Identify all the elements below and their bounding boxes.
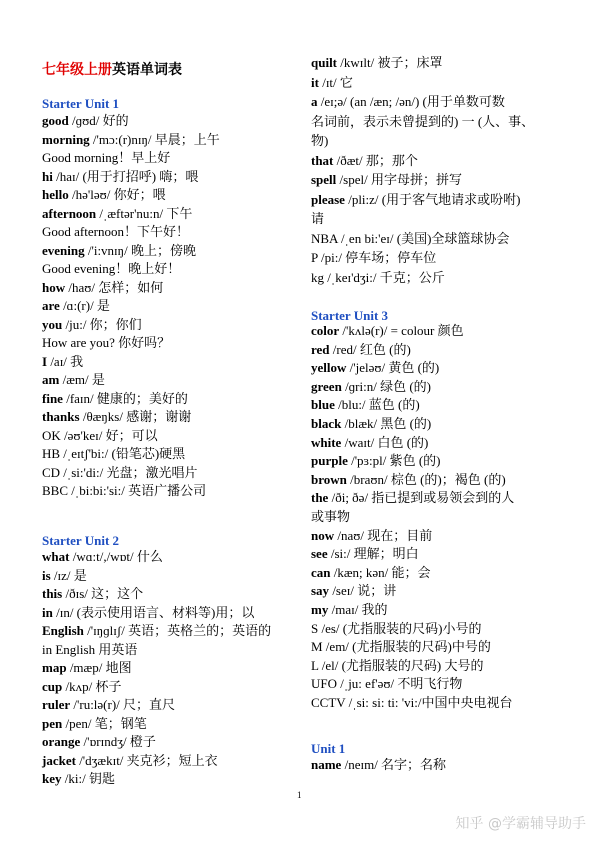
vocab-definition: /blu:/ 蓝色 (的) <box>334 397 420 413</box>
vocab-entry <box>311 191 520 209</box>
vocab-definition: /si:/ 理解；明白 <box>327 546 419 562</box>
vocab-word: how <box>42 279 66 295</box>
vocab-entry <box>311 378 431 396</box>
vocab-word: English <box>42 623 84 638</box>
vocab-entry <box>42 696 175 714</box>
vocab-entry <box>311 657 483 675</box>
vocab-definition: /θæŋks/ 感谢；谢谢 <box>79 409 192 424</box>
vocab-definition: /kwɪlt/ 被子；床罩 <box>337 55 443 70</box>
vocab-definition: CD /ˌsi:'di:/ 光盘；激光唱片 <box>42 464 198 480</box>
vocab-entry <box>311 638 491 656</box>
vocab-definition: /kæn; kən/ 能；会 <box>330 564 431 580</box>
vocab-entry <box>42 752 218 770</box>
page-title <box>42 59 182 79</box>
vocab-entry <box>311 564 431 582</box>
vocab-word: please <box>311 191 345 207</box>
vocab-definition: /ju:/ 你；你们 <box>62 316 142 332</box>
vocab-definition: /red/ 红色 (的) <box>329 341 411 357</box>
vocab-entry <box>42 482 206 500</box>
vocab-definition: /faɪn/ 健康的；美好的 <box>62 390 188 406</box>
vocab-word: evening <box>42 242 85 258</box>
vocab-entry <box>42 112 129 130</box>
vocab-definition: /ɑ:(r)/ 是 <box>59 298 110 313</box>
vocab-word: green <box>311 378 342 394</box>
vocab-word: it <box>311 74 319 90</box>
vocab-entry <box>42 641 137 659</box>
vocab-entry <box>311 93 505 111</box>
vocab-word: my <box>311 602 329 617</box>
vocab-word: jacket <box>42 752 76 768</box>
page-number: 1 <box>297 790 302 800</box>
vocab-definition: /'mɔ:(r)nɪŋ/ 早晨；上午 <box>89 131 220 147</box>
vocab-word: you <box>42 316 63 332</box>
vocab-word: pen <box>42 715 63 731</box>
title-name: 英语单词表 <box>112 63 182 78</box>
vocab-definition: P /pi:/ 停车场；停车位 <box>311 250 437 265</box>
vocab-word: hello <box>42 187 69 202</box>
vocab-entry <box>311 434 428 452</box>
vocab-entry <box>42 622 271 640</box>
vocab-word: what <box>42 549 70 564</box>
vocab-word: yellow <box>311 360 347 376</box>
vocab-entry <box>42 149 170 167</box>
vocab-word: ruler <box>42 697 71 712</box>
vocab-word: afternoon <box>42 205 97 221</box>
vocab-definition: /ˌæftər'nu:n/ 下午 <box>96 205 193 221</box>
vocab-entry <box>311 113 534 131</box>
vocab-definition: /neɪm/ 名字；名称 <box>341 757 447 772</box>
vocab-word: a <box>311 94 318 109</box>
vocab-word: black <box>311 416 342 431</box>
vocab-definition: 物) <box>311 133 329 148</box>
vocab-definition: How are you? 你好吗？ <box>42 335 171 350</box>
vocab-word: purple <box>311 453 348 469</box>
vocab-definition: kg /ˌkeɪ'dʒi:/ 千克；公斤 <box>311 269 445 285</box>
vocab-definition: /hə'ləʊ/ 你好；喂 <box>68 187 166 202</box>
vocab-entry <box>42 260 180 278</box>
vocab-definition: /naʊ/ 现在；目前 <box>334 527 433 543</box>
vocab-definition: Good morning！早上好 <box>42 150 171 165</box>
vocab-definition: /kʌp/ 杯子 <box>62 678 122 694</box>
vocab-definition: L /el/ (尤指服装的尺码) 大号的 <box>311 657 484 673</box>
vocab-definition: /braʊn/ 棕色 (的)；褐色 (的) <box>346 471 506 487</box>
vocab-entry <box>311 471 506 489</box>
vocab-word: hi <box>42 168 53 184</box>
vocab-entry <box>42 316 142 334</box>
vocab-word: good <box>42 113 69 128</box>
vocab-word: say <box>311 583 330 599</box>
vocab-word: thanks <box>42 409 80 424</box>
vocab-definition: UFO /ˌju: ef'əʊ/ 不明飞行物 <box>311 676 463 692</box>
vocab-entry <box>311 489 514 507</box>
vocab-definition: /'ɒrɪndʒ/ 橙子 <box>80 734 156 749</box>
vocab-definition: /'i:vnɪŋ/ 晚上；傍晚 <box>84 242 196 258</box>
vocab-word: name <box>311 757 342 772</box>
vocab-definition: M /em/ (尤指服装的尺码)中号的 <box>311 639 491 655</box>
vocab-entry <box>42 371 105 389</box>
unit-heading: Starter Unit 1 <box>42 96 120 111</box>
vocab-definition: /'ɪŋɡlɪʃ/ 英语；英格兰的；英语的 <box>83 623 272 638</box>
vocab-definition: /spel/ 用字母拼；拼写 <box>336 172 462 187</box>
vocab-definition: /waɪt/ 白色 (的) <box>341 434 429 450</box>
vocab-definition: /haɪ/ (用于打招呼) 嗨；喂 <box>52 168 199 184</box>
vocab-definition: in English 用英语 <box>42 641 138 657</box>
vocab-definition: /ði; ðə/ 指已提到或易领会到的人 <box>328 490 515 506</box>
vocab-definition: 或事物 <box>311 509 351 524</box>
vocab-entry <box>42 445 185 463</box>
vocab-entry <box>42 205 192 223</box>
vocab-word: red <box>311 341 330 357</box>
vocab-entry <box>311 132 328 150</box>
vocab-definition: /ɪn/ (表示使用语言、材料等)用；以 <box>52 604 255 620</box>
vocab-word: white <box>311 434 342 450</box>
vocab-entry <box>311 249 436 267</box>
vocab-entry <box>311 756 446 774</box>
unit-heading: Starter Unit 3 <box>311 308 389 323</box>
vocab-entry <box>311 620 481 638</box>
vocab-definition: /ðæt/ 那；那个 <box>333 152 418 168</box>
vocab-word: I <box>42 353 48 369</box>
vocab-entry <box>42 168 198 186</box>
title-grade: 七年级上册 <box>42 63 112 78</box>
vocab-word: key <box>42 771 62 786</box>
vocab-entry <box>42 733 156 751</box>
vocab-word: see <box>311 546 328 562</box>
vocab-entry <box>311 54 442 72</box>
vocab-definition: BBC /ˌbi:bi:'si:/ 英语广播公司 <box>42 483 207 498</box>
vocab-word: color <box>311 323 340 338</box>
vocab-entry <box>42 464 197 482</box>
vocab-entry <box>42 242 196 260</box>
vocab-entry <box>42 585 143 603</box>
vocab-word: can <box>311 564 331 580</box>
vocab-word: is <box>42 567 51 583</box>
vocab-definition: S /es/ (尤指服装的尺码)小号的 <box>311 620 482 636</box>
vocab-entry <box>42 279 163 297</box>
vocab-definition: Good evening！晚上好！ <box>42 261 181 276</box>
vocab-definition: Good afternoon！下午好！ <box>42 224 189 239</box>
vocab-definition: /mæp/ 地图 <box>66 660 132 675</box>
vocab-entry <box>311 694 512 712</box>
vocab-definition: /ðɪs/ 这；这个 <box>62 586 144 601</box>
vocab-definition: /blæk/ 黑色 (的) <box>341 416 432 431</box>
vocab-definition: /'dʒækɪt/ 夹克衫；短上衣 <box>75 752 218 768</box>
vocab-entry <box>42 427 158 445</box>
vocab-word: the <box>311 490 329 506</box>
vocab-definition: /'kʌlə(r)/ = colour 颜色 <box>339 323 464 338</box>
vocab-word: that <box>311 152 334 168</box>
vocab-word: cup <box>42 678 63 694</box>
vocab-entry <box>42 390 188 408</box>
vocab-entry <box>42 567 87 585</box>
vocab-entry <box>42 678 121 696</box>
vocab-definition: /'jeləʊ/ 黄色 (的) <box>346 360 440 376</box>
vocab-entry <box>42 659 132 677</box>
vocab-definition: /'pɜ:pl/ 紫色 (的) <box>347 453 441 469</box>
vocab-entry <box>311 415 431 433</box>
vocab-entry <box>311 601 388 619</box>
vocab-definition: /ki:/ 钥匙 <box>61 771 115 786</box>
vocab-definition: 请 <box>311 211 325 226</box>
vocab-entry <box>311 152 418 170</box>
vocab-entry <box>42 297 110 315</box>
vocab-entry <box>42 715 147 733</box>
vocab-word: orange <box>42 734 81 749</box>
unit-heading: Starter Unit 2 <box>42 533 120 548</box>
vocab-word: am <box>42 372 60 387</box>
vocab-entry <box>311 269 445 287</box>
vocab-entry <box>311 341 411 359</box>
vocab-entry <box>42 186 166 204</box>
vocab-word: blue <box>311 397 335 413</box>
vocab-definition: 名词前，表示未曾提到的) 一 (人、事、 <box>311 113 535 129</box>
vocab-word: in <box>42 604 53 620</box>
vocab-definition: /seɪ/ 说；讲 <box>329 583 397 599</box>
vocab-word: this <box>42 586 63 601</box>
vocab-definition: /haʊ/ 怎样；如何 <box>65 279 164 295</box>
vocab-definition: /aɪ/ 我 <box>47 353 84 369</box>
vocab-entry <box>42 770 115 788</box>
vocab-entry <box>311 74 353 92</box>
vocab-word: spell <box>311 172 337 187</box>
vocab-entry <box>311 322 464 340</box>
vocab-definition: /eɪ;ə/ (an /æn; /ən/) (用于单数可数 <box>317 94 505 109</box>
vocab-entry <box>311 545 419 563</box>
vocab-entry <box>42 223 189 241</box>
vocab-entry <box>42 131 220 149</box>
vocab-definition: /pli:z/ (用于客气地请求或吩咐) <box>344 191 521 207</box>
vocab-word: are <box>42 298 60 313</box>
vocab-definition: OK /əʊ'keɪ/ 好；可以 <box>42 427 158 443</box>
vocab-entry <box>42 604 254 622</box>
unit-heading: Unit 1 <box>311 741 346 756</box>
vocab-definition: NBA /ˌen bi:'eɪ/ (美国)全球篮球协会 <box>311 230 510 246</box>
vocab-entry <box>311 527 432 545</box>
vocab-entry <box>311 210 324 228</box>
vocab-entry <box>311 396 420 414</box>
vocab-definition: /ɡri:n/ 绿色 (的) <box>341 378 431 394</box>
vocab-word: fine <box>42 390 63 406</box>
watermark: 知乎 @学霸辅导助手 <box>455 816 586 832</box>
vocab-word: brown <box>311 471 347 487</box>
vocab-entry <box>311 675 462 693</box>
vocab-entry <box>311 171 462 189</box>
vocab-definition: /ɪz/ 是 <box>50 567 87 583</box>
vocab-word: map <box>42 660 67 675</box>
vocab-definition: HB /ˌeɪtʃ'bi:/ (铅笔芯)硬黑 <box>42 446 186 461</box>
vocab-definition: /maɪ/ 我的 <box>328 602 388 617</box>
vocab-entry <box>42 408 191 426</box>
vocab-entry <box>42 548 163 566</box>
vocab-word: now <box>311 527 335 543</box>
vocab-entry <box>311 230 509 248</box>
vocab-entry <box>311 359 439 377</box>
vocab-definition: /ɪt/ 它 <box>318 74 353 90</box>
vocab-definition: /wɑ:t/,/wɒt/ 什么 <box>69 549 163 564</box>
vocab-word: quilt <box>311 55 338 70</box>
vocab-definition: /ɡʊd/ 好的 <box>68 113 129 128</box>
vocab-entry <box>311 582 396 600</box>
vocab-entry <box>311 452 441 470</box>
vocab-entry <box>311 508 350 526</box>
vocab-definition: /pen/ 笔；钢笔 <box>62 715 147 731</box>
vocab-definition: /æm/ 是 <box>59 372 105 387</box>
vocab-entry <box>42 353 83 371</box>
vocab-definition: CCTV /ˌsi: si: ti: 'vi:/中国中央电视台 <box>311 695 513 710</box>
vocab-definition: /'ru:lə(r)/ 尺；直尺 <box>70 697 176 712</box>
vocab-word: morning <box>42 131 90 147</box>
vocab-entry <box>42 334 170 352</box>
